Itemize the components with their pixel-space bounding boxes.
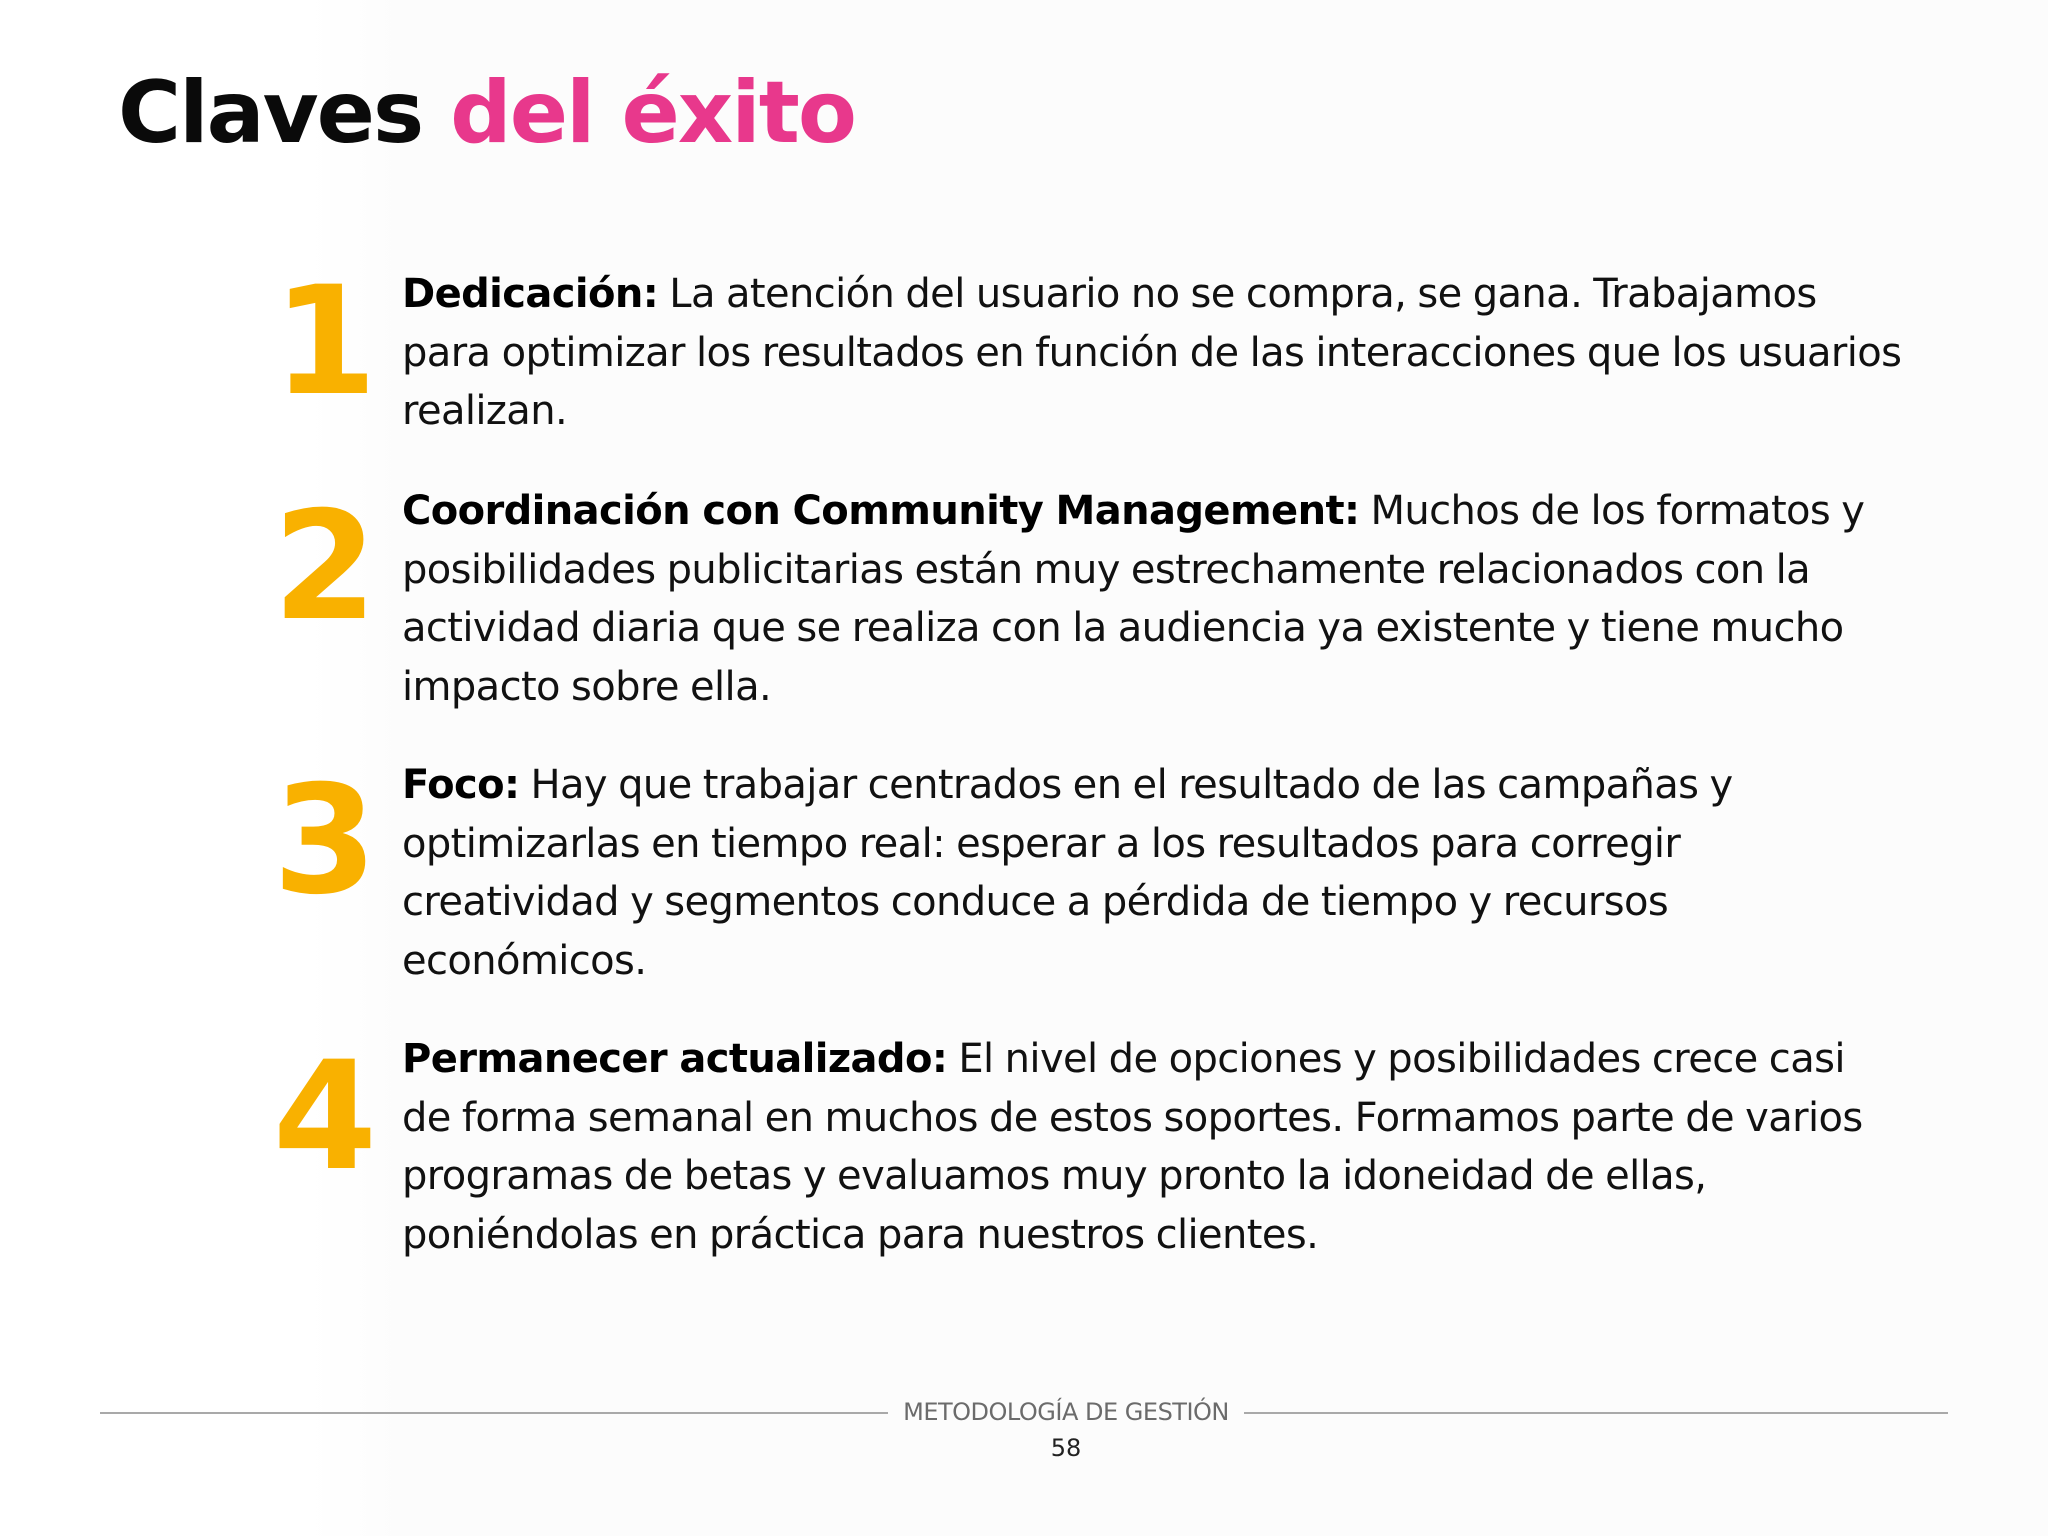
key-term: Permanecer actualizado: [402, 1036, 948, 1082]
key-number: 3 [272, 754, 374, 928]
key-description [402, 756, 1902, 990]
key-term: Foco: [402, 762, 520, 808]
key-body: Hay que trabajar centrados en el resultado de las campañas y optimizarlas en tiempo real: esperar a los resultados para corregir creatividad y segmentos conduce a pérdida de tiempo y recursos económicos. [402, 762, 1733, 984]
key-description [402, 1030, 1902, 1264]
key-body: El nivel de opciones y posibilidades crece casi de forma semanal en muchos de estos soportes. Formamos parte de varios programas de betas y evaluamos muy pronto la idoneidad de ellas, poniéndolas en práctica para nuestros clientes. [402, 1036, 1863, 1258]
page-title [118, 63, 855, 163]
key-number: 4 [272, 1030, 374, 1204]
footer-divider-right [1244, 1412, 1948, 1414]
key-number: 1 [272, 255, 374, 429]
key-term: Dedicación: [402, 271, 659, 317]
key-number: 2 [272, 480, 374, 654]
key-description [402, 482, 1902, 716]
key-description [402, 265, 1902, 441]
title-highlight: del éxito [450, 63, 855, 163]
title-main: Claves [118, 63, 423, 163]
page-number: 58 [1050, 1434, 1082, 1462]
key-term: Coordinación con Community Management: [402, 488, 1360, 534]
key-body: La atención del usuario no se compra, se gana. Trabajamos para optimizar los resultados en función de las interacciones que los usuarios realizan. [402, 271, 1902, 434]
footer-divider-left [100, 1412, 888, 1414]
key-body: Muchos de los formatos y posibilidades publicitarias están muy estrechamente relacionados con la actividad diaria que se realiza con la audiencia ya existente y tiene mucho impacto sobre ella. [402, 488, 1865, 710]
footer-section-title: METODOLOGÍA DE GESTIÓN [903, 1398, 1229, 1426]
